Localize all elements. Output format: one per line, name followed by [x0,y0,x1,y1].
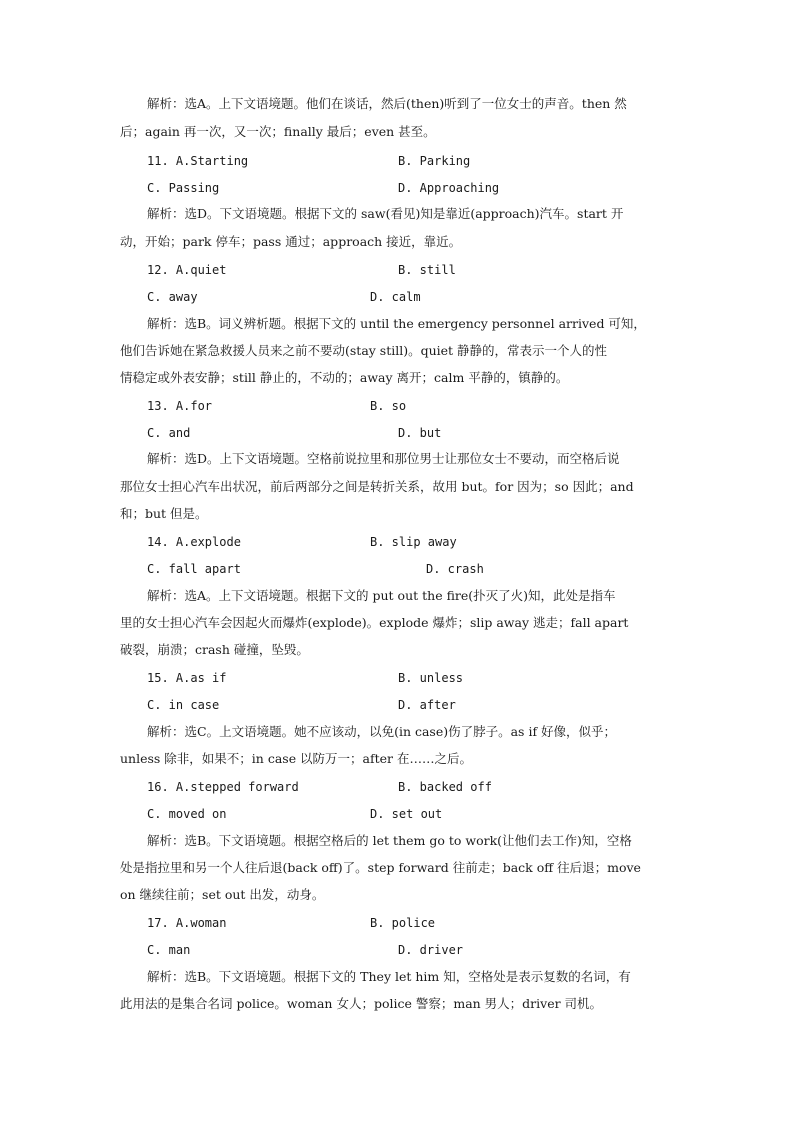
option-a: 16. A.stepped forward [147,780,299,794]
explanation-line: 解析：选D。上下文语境题。空格前说拉里和那位男士让那位女士不要动，而空格后说 [147,451,620,466]
option-d: D. after [398,698,456,712]
option-b: B. Parking [398,154,471,168]
explanation-line: unless 除非，如果不；in case 以防万一；after 在……之后。 [120,751,473,766]
option-d: D. but [398,426,442,440]
explanation-line: 解析：选B。词义辨析题。根据下文的 until the emergency personnel arrived 可知， [147,316,646,331]
option-b: B. unless [398,671,464,685]
option-a: 12. A.quiet [147,263,227,277]
option-a: 11. A.Starting [147,154,249,168]
explanation-line: 后；again 再一次，又一次；finally 最后；even 甚至。 [120,124,436,139]
option-c: C. and [147,426,191,440]
option-b: B. police [370,916,436,930]
explanation-line: 里的女士担心汽车会因起火而爆炸(explode)。explode 爆炸；slip away 逃走；fall apart [120,615,629,630]
option-b: B. backed off [398,780,492,794]
explanation-line: 解析：选C。上文语境题。她不应该动，以免(in case)伤了脖子。as if 好像，似乎； [147,724,617,739]
explanation-line: 处是指拉里和另一个人往后退(back off)了。step forward 往前走；back off 往后退；move [120,860,641,875]
explanation-line: 解析：选A。上下文语境题。根据下文的 put out the fire(扑灭了火)知，此处是指车 [147,588,616,603]
option-d: D. calm [370,290,421,304]
option-a: 17. A.woman [147,916,227,930]
option-c: C. man [147,943,191,957]
option-c: C. moved on [147,807,227,821]
option-b: B. so [370,399,407,413]
option-d: D. driver [398,943,464,957]
explanation-line: 情稳定或外表安静；still 静止的，不动的；away 离开；calm 平静的，镇静的。 [120,370,569,385]
explanation-line: 和；but 但是。 [120,506,208,521]
option-a: 13. A.for [147,399,213,413]
option-d: D. set out [370,807,443,821]
explanation-line: on 继续往前；set out 出发，动身。 [120,887,325,902]
option-c: C. in case [147,698,220,712]
option-b: B. slip away [370,535,457,549]
explanation-line: 那位女士担心汽车出状况，前后两部分之间是转折关系，故用 but。for 因为；so 因此；and [120,479,634,494]
explanation-line: 解析：选D。下文语境题。根据下文的 saw(看见)知是靠近(approach)汽车。start 开 [147,206,624,221]
option-a: 15. A.as if [147,671,227,685]
explanation-line: 此用法的是集合名词 police。woman 女人；police 警察；man 男人；driver 司机。 [120,996,603,1011]
option-d: D. Approaching [398,181,500,195]
explanation-line: 解析：选B。下文语境题。根据空格后的 let them go to work(让他们去工作)知，空格 [147,833,632,848]
explanation-line: 动，开始；park 停车；pass 通过；approach 接近，靠近。 [120,234,462,249]
option-c: C. Passing [147,181,220,195]
explanation-line: 破裂，崩溃；crash 碰撞，坠毁。 [120,642,309,657]
explanation-line: 解析：选A。上下文语境题。他们在谈话，然后(then)听到了一位女士的声音。then 然 [147,96,627,111]
option-c: C. fall apart [147,562,241,576]
option-a: 14. A.explode [147,535,241,549]
option-c: C. away [147,290,198,304]
option-b: B. still [398,263,456,277]
option-d: D. crash [426,562,484,576]
explanation-line: 他们告诉她在紧急救援人员来之前不要动(stay still)。quiet 静静的，常表示一个人的性 [120,343,608,358]
explanation-line: 解析：选B。下文语境题。根据下文的 They let him 知，空格处是表示复数的名词，有 [147,969,631,984]
